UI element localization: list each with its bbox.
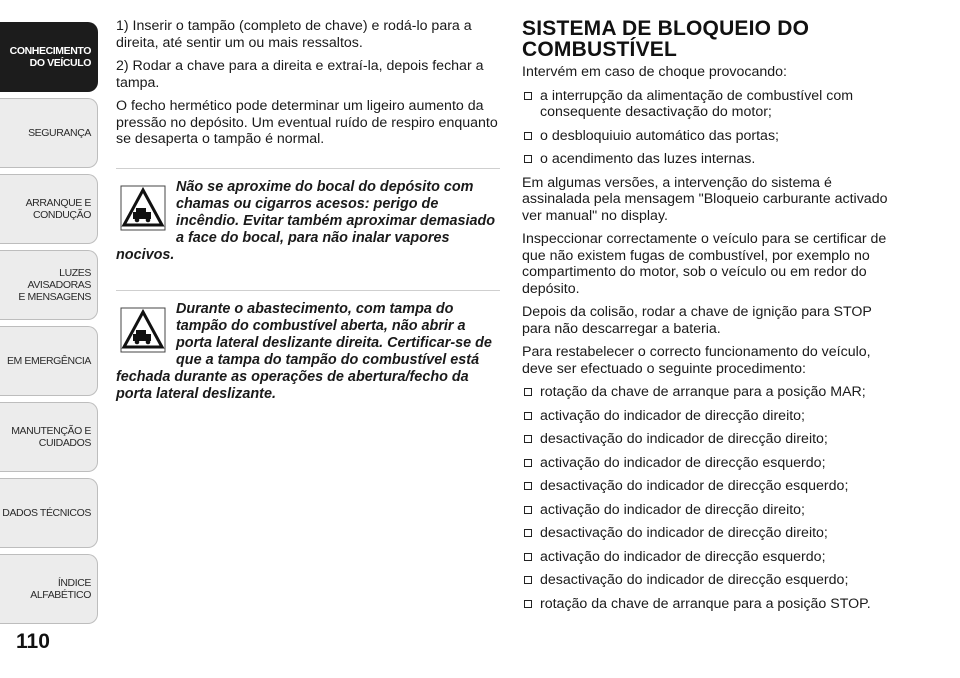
paragraph: Inspeccionar correctamente o veículo para se certificar de que não existem fugas de combustível, por exemplo no compartimento do motor, sob o veículo ou em redor do depósito.: [522, 231, 887, 297]
paragraph: Em algumas versões, a intervenção do sistema é assinalada pela mensagem "Bloqueio carburante activado ver manual" no display.: [522, 174, 888, 224]
list-item: rotação da chave de arranque para a posição MAR;: [522, 384, 900, 401]
paragraph: 1) Inserir o tampão (completo de chave) e rodá-lo para a direita, até sentir um ou mais ressaltos.: [116, 18, 472, 51]
tab-seguranca[interactable]: SEGURANÇA: [0, 98, 98, 168]
paragraph: 2) Rodar a chave para a direita e extraí-la, depois fechar a tampa.: [116, 58, 484, 91]
warning-box: [116, 290, 500, 403]
checkbox-bullet-icon: [524, 92, 532, 100]
list-item: activação do indicador de direcção esquerdo;: [522, 549, 900, 566]
list-item: activação do indicador de direcção esquerdo;: [522, 455, 900, 472]
checkbox-bullet-icon: [524, 506, 532, 514]
list-item: desactivação do indicador de direcção direito;: [522, 525, 900, 542]
paragraph: Para restabelecer o correcto funcionamento do veículo, deve ser efectuado o seguinte procedimento:: [522, 344, 871, 377]
left-column: [116, 18, 500, 403]
checkbox-bullet-icon: [524, 155, 532, 163]
warning-icon: [120, 185, 166, 231]
effects-list: [522, 88, 900, 168]
list-item: a interrupção da alimentação de combustível com consequente desactivação do motor;: [522, 88, 900, 121]
checkbox-bullet-icon: [524, 132, 532, 140]
list-item: rotação da chave de arranque para a posição STOP.: [522, 596, 900, 613]
checkbox-bullet-icon: [524, 529, 532, 537]
tab-luzes[interactable]: LUZES AVISADORAS E MENSAGENS: [0, 250, 98, 320]
checkbox-bullet-icon: [524, 553, 532, 561]
intro-text: Intervém em caso de choque provocando:: [522, 64, 787, 80]
section-heading: SISTEMA DE BLOQUEIO DO COMBUSTÍVEL: [522, 17, 810, 61]
list-item: activação do indicador de direcção direito;: [522, 408, 900, 425]
checkbox-bullet-icon: [524, 459, 532, 467]
list-item: desactivação do indicador de direcção esquerdo;: [522, 572, 900, 589]
warning-text: Não se aproxime do bocal do depósito com chamas ou cigarros acesos: perigo de incêndio. Evitar também aproximar demasiado a face do bocal, para não inalar vapores nocivos.: [116, 178, 496, 263]
checkbox-bullet-icon: [524, 600, 532, 608]
list-item: o acendimento das luzes internas.: [522, 151, 900, 168]
checkbox-bullet-icon: [524, 388, 532, 396]
checkbox-bullet-icon: [524, 482, 532, 490]
page-number: 110: [16, 630, 50, 653]
warning-icon: [120, 307, 166, 353]
checkbox-bullet-icon: [524, 576, 532, 584]
warning-box: [116, 168, 500, 264]
list-item: o desbloquiuio automático das portas;: [522, 128, 900, 145]
tab-conhecimento[interactable]: CONHECIMENTO DO VEÍCULO: [0, 22, 98, 92]
checkbox-bullet-icon: [524, 412, 532, 420]
list-item: desactivação do indicador de direcção esquerdo;: [522, 478, 900, 495]
tab-dados[interactable]: DADOS TÉCNICOS: [0, 478, 98, 548]
warning-text: Durante o abastecimento, com tampa do tampão do combustível aberta, não abrir a porta lateral deslizante direita. Certificar-se de que a tampa do tampão do combustível está fechada durante as operações de abertura/fecho da porta lateral deslizante.: [116, 300, 492, 402]
tab-manutencao[interactable]: MANUTENÇÃO E CUIDADOS: [0, 402, 98, 472]
paragraph: O fecho hermético pode determinar um ligeiro aumento da pressão no depósito. Um eventual ruído de respiro enquanto se desaperta o tampão é normal.: [116, 98, 498, 147]
checkbox-bullet-icon: [524, 435, 532, 443]
list-item: activação do indicador de direcção direito;: [522, 502, 900, 519]
tab-arranque[interactable]: ARRANQUE E CONDUÇÃO: [0, 174, 98, 244]
tab-indice[interactable]: ÍNDICE ALFABÉTICO: [0, 554, 98, 624]
paragraph: Depois da colisão, rodar a chave de ignição para STOP para não descarregar a bateria.: [522, 304, 872, 337]
list-item: desactivação do indicador de direcção direito;: [522, 431, 900, 448]
procedure-list: [522, 384, 900, 612]
tab-emergencia[interactable]: EM EMERGÊNCIA: [0, 326, 98, 396]
right-column: [522, 18, 900, 619]
